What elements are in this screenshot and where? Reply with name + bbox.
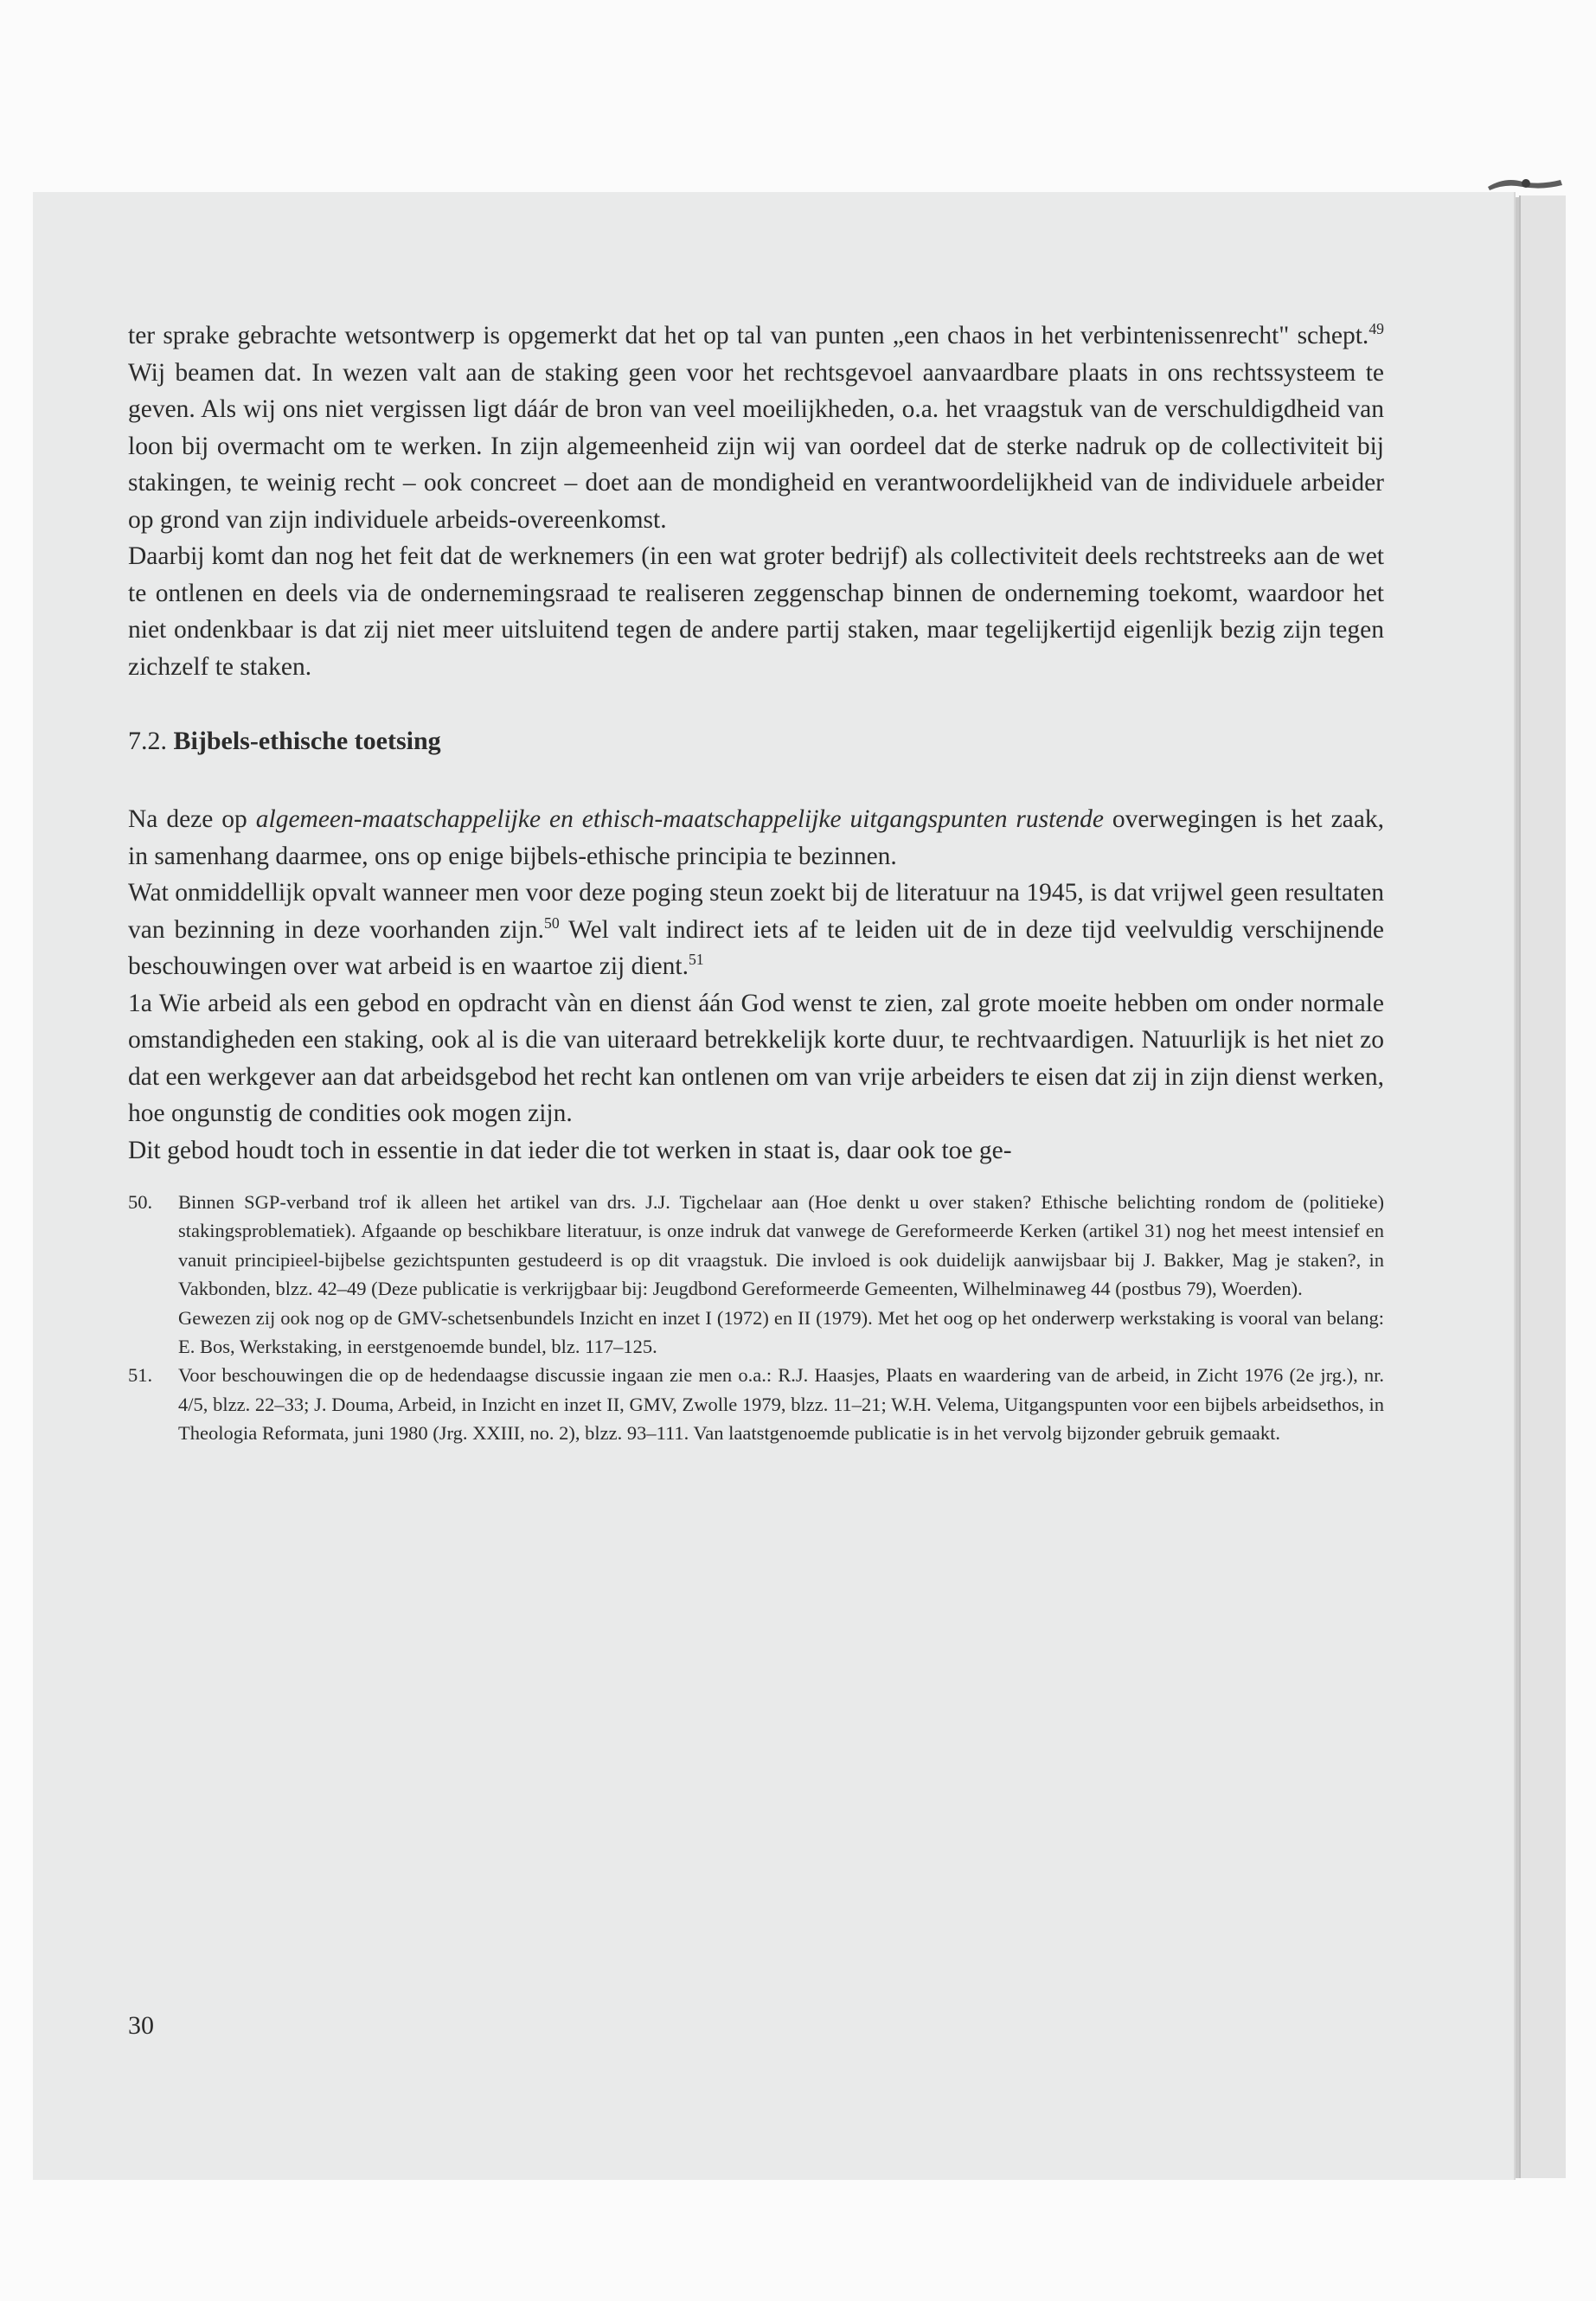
section-text (128, 801, 1384, 1169)
paragraph-2: Daarbij komt dan nog het feit dat de werknemers (in een wat groter bedrijf) als collectiviteit deels rechtstreeks aan de wet te ontlenen en deels via de ondernemingsraad te realiseren zeggenschap binnen de onderneming toekomt, waardoor het niet ondenkbaar is dat zij niet meer uitsluitend tegen de andere partij staken, maar tegelijkertijd eigenlijk bezig zijn tegen zichzelf te staken. (128, 542, 1384, 681)
footnotes (128, 1188, 1384, 1448)
footnote-51-text: Voor beschouwingen die op de hedendaagse discussie ingaan zie men o.a.: R.J. Haasjes, Plaats en waardering van de arbeid, in Zicht 1976 (2e jrg.), nr. 4/5, blzz. 22–33; J. Douma, Arbeid, in Inzicht en inzet II, GMV, Zwolle 1979, blzz. 11–21; W.H. Velema, Uitgangspunten voor een bijbels arbeidsethos, in Theologia Reformata, juni 1980 (Jrg. XXIII, no. 2), blzz. 93–111. Van laatstgenoemde publicatie is in het vervolg bijzonder gebruik gemaakt. (178, 1364, 1384, 1445)
main-text (128, 317, 1384, 685)
paragraph-3-part-a: Na deze op (128, 805, 256, 833)
paragraph-4 (128, 875, 1384, 985)
binder-clip-icon (1471, 173, 1566, 192)
footnote-50 (128, 1188, 1384, 1304)
paragraph-3-italic: algemeen-maatschappelijke en ethisch-maatschappelijke uitgangspunten rustende (255, 805, 1104, 833)
footnote-50-number: 50. (128, 1191, 153, 1213)
footnote-51 (128, 1361, 1384, 1447)
paragraph-1-part-b: Wij beamen dat. In wezen valt aan de staking geen voor het rechtsgevoel aanvaardbare plaats in ons rechtssysteem te geven. Als wij ons niet vergissen ligt dáár de bron van veel moeilijkheden, o.a. het vraagstuk van de verschuldigdheid van loon bij overmacht om te werken. In zijn algemeenheid zijn wij van oordeel dat de sterke nadruk op de collectiviteit bij stakingen, te weinig recht – ook concreet – doet aan de mondigheid en verantwoordelijkheid van de individuele arbeider op grond van zijn individuele arbeids-overeenkomst. (128, 358, 1384, 534)
paragraph-3-part-b: overwegingen is het zaak, in samenhang daarmee, ons op enige bijbels-ethische principia te bezinnen. (128, 805, 1384, 870)
section-heading (128, 723, 1384, 760)
paragraph-1 (128, 317, 1384, 538)
section-number: 7.2. (128, 727, 167, 755)
paragraph-5: 1a Wie arbeid als een gebod en opdracht vàn en dienst áán God wenst te zien, zal grote moeite hebben om onder normale omstandigheden een staking, ook al is die van uiteraard betrekkelijk korte duur, te rechtvaardigen. Natuurlijk is het niet zo dat een werkgever aan dat arbeidsgebod het recht kan ontlenen om van vrije arbeiders te eisen dat zij in zijn dienst werken, hoe ongunstig de condities ook mogen zijn. (128, 989, 1384, 1127)
section-title: Bijbels-ethische toetsing (173, 727, 441, 755)
footnote-ref-51: 51 (688, 951, 704, 969)
footnote-ref-50: 50 (544, 913, 560, 932)
page-number: 30 (128, 2011, 154, 2040)
page-fold-edge (1514, 197, 1519, 2178)
footnote-50-text: Binnen SGP-verband trof ik alleen het artikel van drs. J.J. Tigchelaar aan (Hoe denkt u over staken? Ethische belichting rondom de (politieke) stakingsproblematiek). Afgaande op beschikbare literatuur, is onze indruk dat vanwege de Gereformeerde Kerken (artikel 31) nog het meest intensief en vanuit principieel-bijbelse gezichtspunten gestudeerd is op dit vraagstuk. Die invloed is ook duidelijk aanwijsbaar bij J. Bakker, Mag je staken?, in Vakbonden, blzz. 42–49 (Deze publicatie is verkrijgbaar bij: Jeugdbond Gereformeerde Gemeenten, Wilhelminaweg 44 (postbus 79), Woerden). (178, 1191, 1384, 1300)
footnote-51-number: 51. (128, 1364, 153, 1387)
paragraph-1-part-a: ter sprake gebrachte wetsontwerp is opgemerkt dat het op tal van punten „een chaos in het verbintenissenrecht" schept. (128, 322, 1369, 349)
footnote-50-continuation: Gewezen zij ook nog op de GMV-schetsenbundels Inzicht en inzet I (1972) en II (1979). Met het oog op het onderwerp werkstaking is vooral van belang: E. Bos, Werkstaking, in eerstgenoemde bundel, blz. 117–125. (178, 1306, 1384, 1358)
paragraph-4-part-a: Wat onmiddellijk opvalt wanneer men voor deze poging steun zoekt bij de literatuur na 1945, is dat vrijwel geen resultaten van bezinning in deze voorhanden zijn. (128, 879, 1384, 944)
paragraph-3 (128, 801, 1384, 875)
page-content (128, 317, 1384, 1448)
paragraph-4-part-b: Wel valt indirect iets af te leiden uit de in deze tijd veelvuldig verschijnende beschouwingen over wat arbeid is en waartoe zij dient. (128, 915, 1384, 980)
paragraph-6: Dit gebod houdt toch in essentie in dat ieder die tot werken in staat is, daar ook toe ge- (128, 1136, 1012, 1164)
footnote-ref-49: 49 (1368, 320, 1384, 338)
next-page-edge (1519, 195, 1566, 2178)
